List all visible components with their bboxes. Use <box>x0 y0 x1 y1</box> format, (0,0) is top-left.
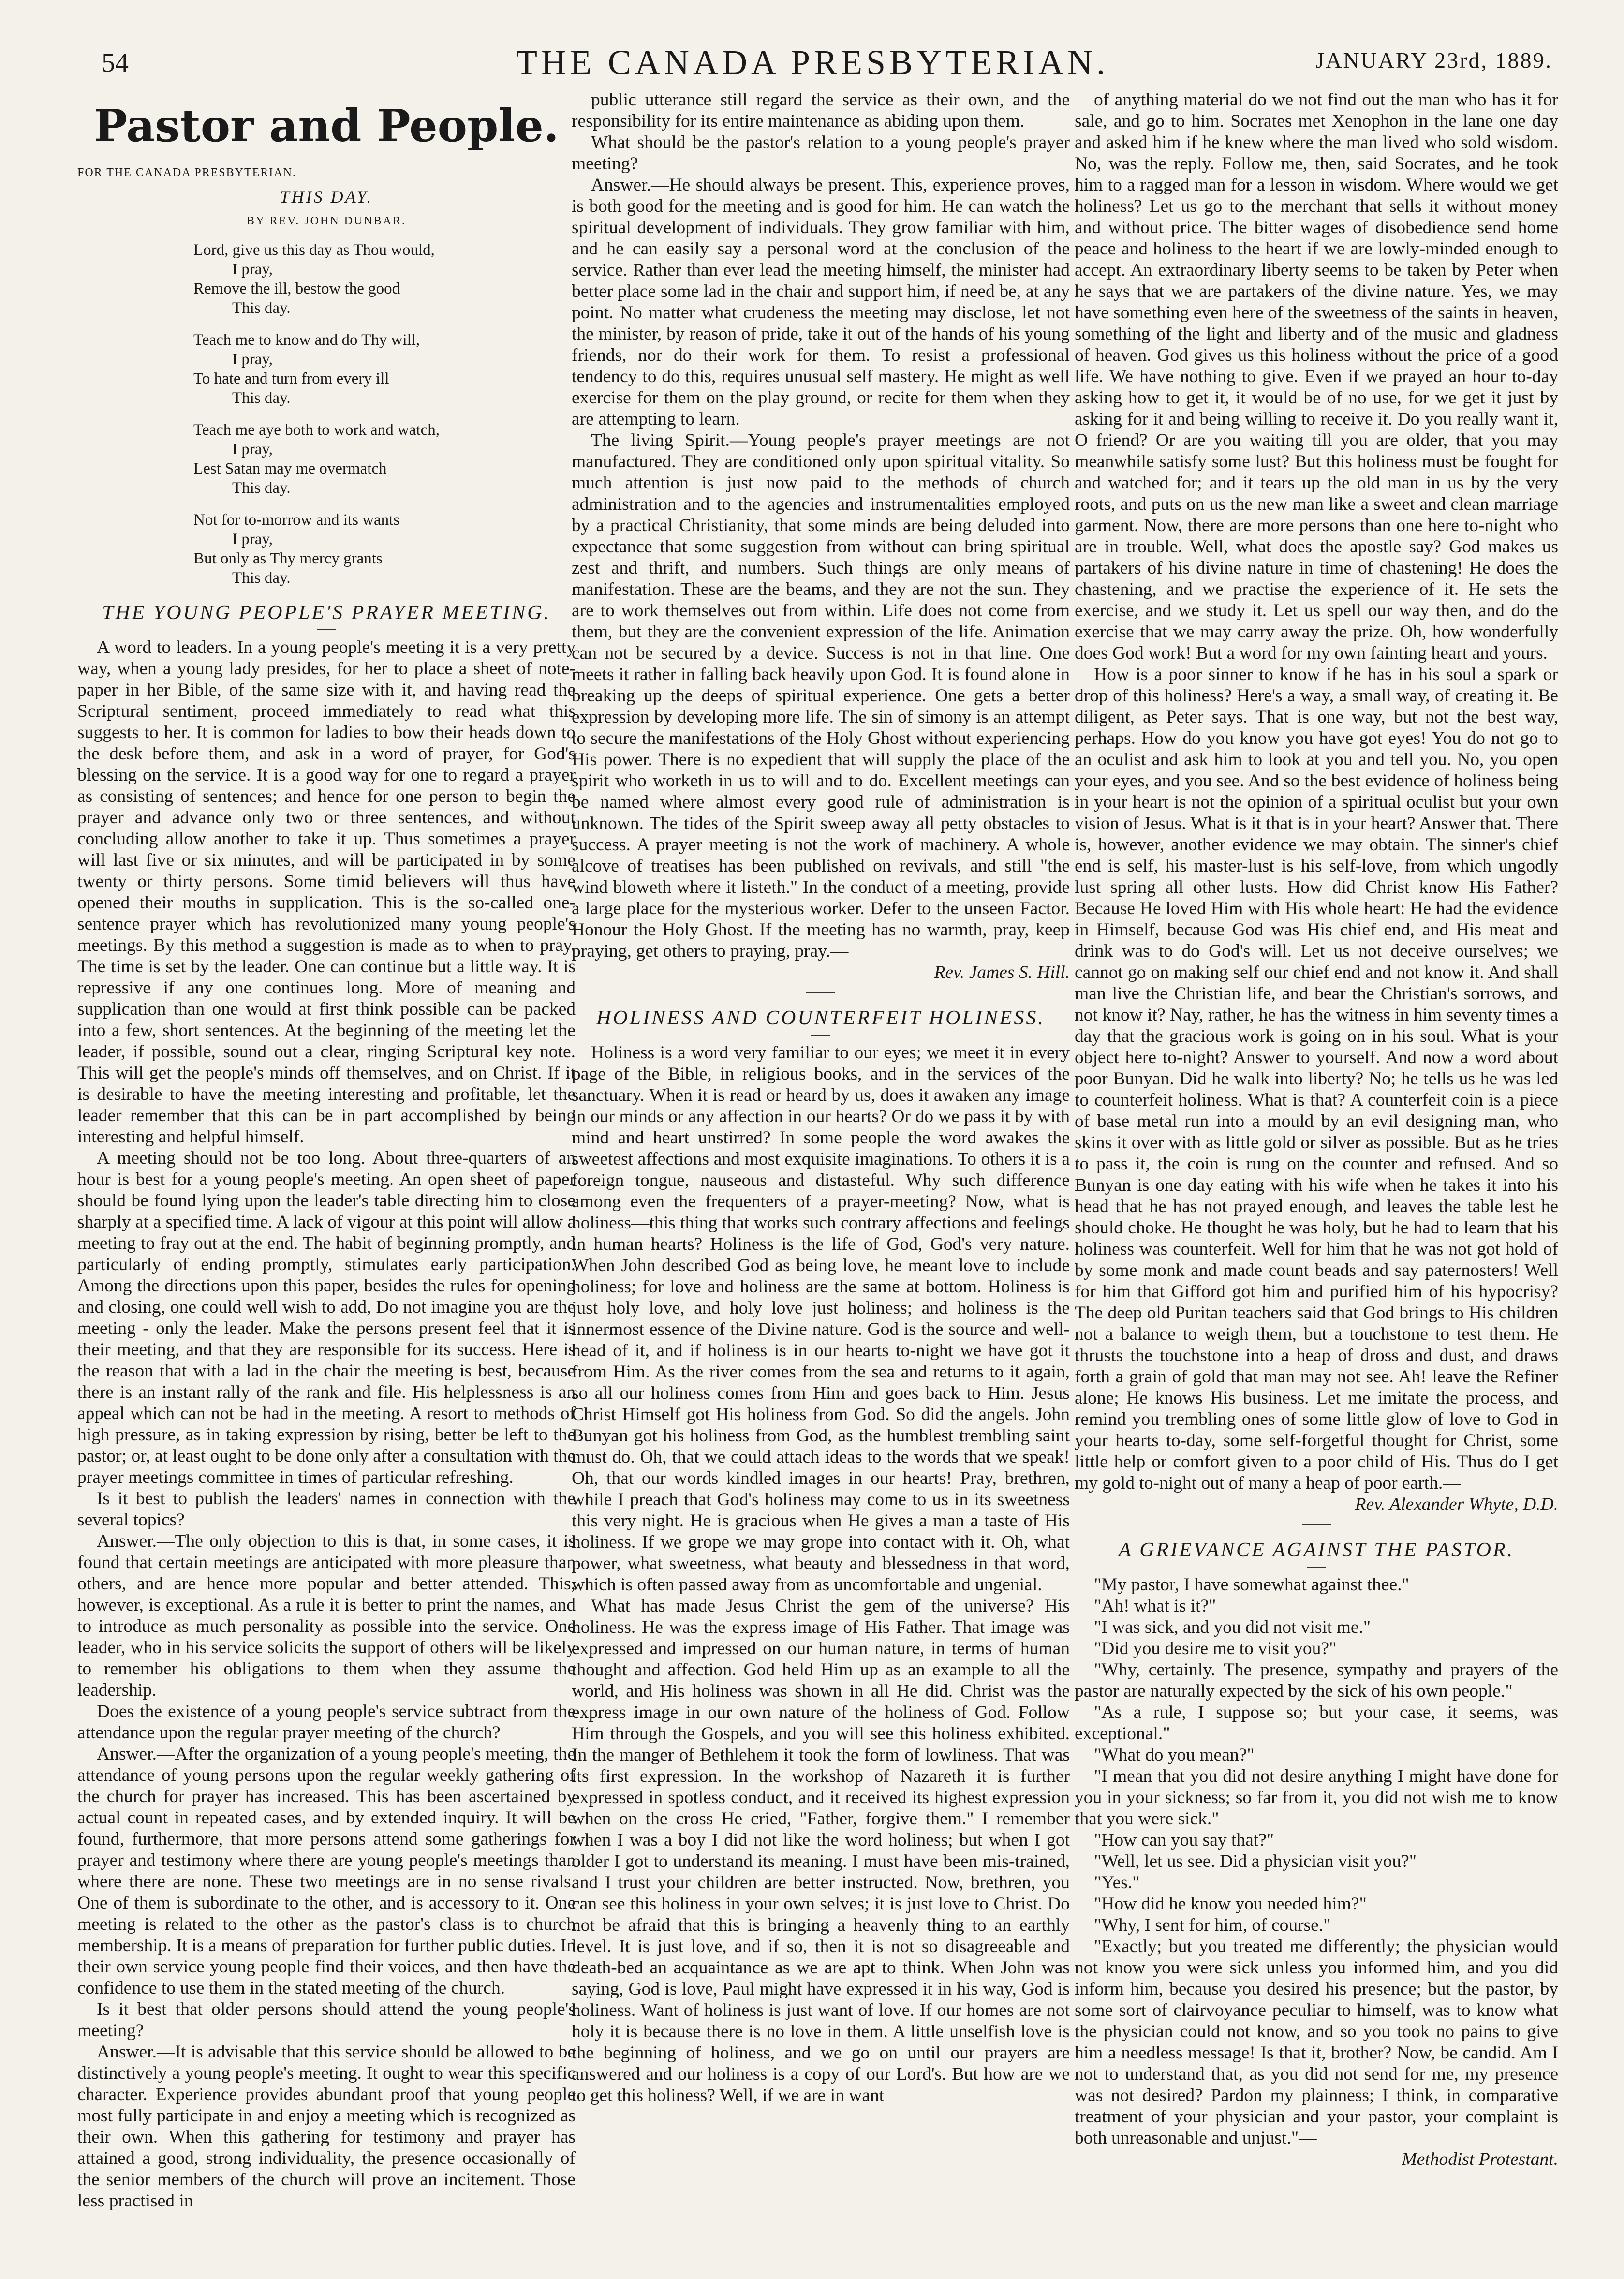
article-attribution: Methodist Protestant. <box>1402 2149 1558 2169</box>
poem-body <box>77 240 576 588</box>
paragraph: "How can you say that?" <box>1094 1830 1274 1850</box>
poem-stanza <box>193 510 576 588</box>
paragraph: "How did he know you needed him?" <box>1094 1894 1367 1914</box>
article-attribution-line <box>572 962 1070 983</box>
poem-line: I pray, <box>232 351 273 368</box>
article-attribution: Rev. Alexander Whyte, D.D. <box>1355 1495 1558 1514</box>
poem-line: Teach me aye both to work and watch, <box>193 421 440 439</box>
article-title: A GRIEVANCE AGAINST THE PASTOR. <box>1118 1539 1515 1561</box>
paragraph: "Exactly; but you treated me differently; the physician would not know you were sick unless you informed him, and you did inform him, because you desired his presence; but the pastor, by some sort of clairvoyance peculiar to himself, was to know what the physician could not know, and so you took no pains to give him a needless message! Is that it, brother? Now, be candid. Am I not to understand that, as you did not send for me, my presence was not desired? Pardon my plainness; I think, in comparative treatment of your physician and your pastor, your complaint is both unreasonable and unjust."— <box>1075 1937 1558 2148</box>
paragraph: Answer.—After the organization of a young people's meeting, the attendance of young persons upon the regular weekly gathering of the church for prayer has increased. This has been ascertained by actual count in repeated cases, and by extended inquiry. It will be found, furthermore, that more persons attend some gatherings for prayer and testimony where there are young people's meetings than where there are none. These two meetings are in no sense rivals. One of them is subordinate to the other, and is accessory to it. One meeting is related to the other as the pastor's class is to church membership. It is a means of preparation for further public duties. In their own service young people find their voices, and then have the confidence to use them in the stated meeting of the church. <box>77 1744 576 1998</box>
poem-line: Not for to-morrow and its wants <box>193 511 400 529</box>
section-divider <box>1302 1524 1331 1525</box>
poem-line: But only as Thy mercy grants <box>193 550 383 567</box>
poem-line: This day. <box>232 479 291 497</box>
poem-stanza <box>193 420 576 498</box>
poem-line: I pray, <box>232 261 273 278</box>
paragraph: The living Spirit.—Young people's prayer meetings are not manufactured. They are conditioned only upon spiritual vitality. So much attention is just now paid to the methods of church administration and to the agencies and instrumentalities employed by a practical Christianity, that some minds are being deluded into expectance that some suggestion from without can bring spiritual zest and thrift, and numbers. Such things are only means of manifestation. These are the beams, and they are not the sun. They are to work themselves out from within. Life does not come from them, but they are the convenient expression of the life. Animation can not be secured by a device. Success is not in that line. One meets it rather in falling back heavily upon God. It is found alone in breaking up the deeps of spiritual experience. One gets a better expression by developing more life. The sin of simony is an attempt to secure the manifestations of the Holy Ghost without experiencing His power. There is no expedient that will supply the place of the spirit who worketh in us to will and to do. Excellent meetings can be named where almost every good rule of administration is unknown. The tides of the Spirit sweep away all petty obstacles to success. A prayer meeting is not the work of machinery. A whole alcove of treatises has been published on revivals, and still "the wind bloweth where it listeth." In the conduct of a meeting, provide a large place for the mysterious worker. Defer to the unseen Factor. Honour the Holy Ghost. If the meeting has no warmth, pray, keep praying, get others to praying, pray.— <box>572 430 1070 961</box>
poem-line: Teach me to know and do Thy will, <box>193 331 420 349</box>
paragraph: Is it best to publish the leaders' names in connection with the several topics? <box>77 1489 576 1530</box>
poem-line: Lest Satan may me overmatch <box>193 460 387 477</box>
poem-byline: BY REV. JOHN DUNBAR. <box>246 215 407 227</box>
paragraph: "Well, let us see. Did a physician visit you?" <box>1094 1851 1417 1871</box>
poem-stanza <box>193 330 576 408</box>
issue-date: JANUARY 23rd, 1889. <box>1315 48 1552 73</box>
title-rule <box>1307 1567 1326 1568</box>
article-title: HOLINESS AND COUNTERFEIT HOLINESS. <box>596 1007 1045 1029</box>
paragraph: Answer.—It is advisable that this service should be allowed to be distinctively a young people's meeting. It ought to wear this specific character. Experience provides abundant proof that young people most fully participate in and enjoy a meeting which is recognized as their own. When this gathering for testimony and prayer has attained a good, strong individuality, the presence occasionally of the senior members of the church will prove an incitement. Those less practised in <box>77 2042 576 2211</box>
column-1 <box>77 89 576 2227</box>
paragraph: "What do you mean?" <box>1094 1745 1255 1765</box>
article-title: THE YOUNG PEOPLE'S PRAYER MEETING. <box>102 602 551 624</box>
poem-line: This day. <box>232 299 291 317</box>
newspaper-title: THE CANADA PRESBYTERIAN. <box>516 43 1109 82</box>
paragraph: A word to leaders. In a young people's meeting it is a very pretty way, when a young lady presides, for her to place a sheet of note-paper in her Bible, of the same size with it, and having read the Scriptural sentiment, proceed immediately to read what this suggests to her. It is common for ladies to bow their heads down to the desk before them, and ask in a word of prayer, for God's blessing on the service. It is a good way for one to regard a prayer as consisting of sentences; and hence for one person to begin the prayer and advance only two or three sentences, and without concluding allow another to take it up. Thus sometimes a prayer will last five or six minutes, and will be participated in by some twenty or thirty persons. Some timid believers will thus have opened their mouths in supplication. This is the so-called one-sentence prayer which has revolutionized many young people's meetings. By this method a suggestion is made as to when to pray. The time is set by the leader. One can continue but a little way. It is repressive if any one continues long. More of meaning and supplication than one would at first think possible can be packed into a few, short sentences. At the beginning of the meeting let the leader, if possible, sound out a clear, ringing Scriptural key note. This will get the people's minds off themselves, and on Christ. If it is desirable to have the meeting interesting and profitable, let the leader remember that this can be in part accomplished by being interesting and helpful himself. <box>77 637 576 1147</box>
page-header <box>73 33 1552 86</box>
poem-line: I pray, <box>232 441 273 458</box>
paragraph: How is a poor sinner to know if he has in his soul a spark or drop of this holiness? Here's a way, a small way, of creating it. Be diligent, as Peter says. That is one way, but not the best way, perhaps. How do you know you have got eyes! You do not go to an oculist and ask him to look at you and tell you. No, you open your eyes, and you see. And so the best evidence of holiness being in your heart is not the opinion of a spiritual oculist but your own vision of Jesus. What is it that is in your heart? Answer that. There is, however, another evidence we may obtain. The sinner's chief end is self, his master-lust is his self-love, from which ungodly lust spring all other lusts. How did Christ know His Father? Because He loved Him with His whole heart: He had the evidence in Himself, because God was His chief end, and His meat and drink was to do God's will. Let us not deceive ourselves; we cannot go on making self our chief end and not know it. And shall man live the Christian life, and bear the Christian's sorrows, and not know it? Nay, rather, he has the witness in him seventy times a day that the gracious work is going on in his soul. What is your object here to-night? Answer to yourself. And now a word about poor Bunyan. Did he walk into liberty? No; he tells us he was led to counterfeit holiness. What is that? A counterfeit coin is a piece of base metal run into a mould by an evil designing man, who skins it over with as little gold or silver as possible. But as he tries to pass it, the coin is rung on the counter and refused. And so Bunyan is one day eating with his wife when he takes it into his head that he has not prayed enough, and leaves the table lest he should choke. He thought he was holy, but he had to learn that his holiness was counterfeit. Well for him that he was not got hold of by some monk and made count beads and say paternosters! Well for him that Gifford got him and purified him of his hypocrisy? The deep old Puritan teachers said that God brings to His children not a balance to weigh them, but a touchstone to test them. He thrusts the touchstone into a heap of dross and dust, and draws forth a grain of gold that man may not see. Ah! leave the Refiner alone; He knows His business. Let me imitate the process, and remind you trembling ones of some little glow of love to God in your hearts to-day, some self-forgetful thought for Christ, some little help or comfort given to a poor child of His. Thus do I get my gold to-night out of many a heap of poor earth.— <box>1075 665 1558 1493</box>
article-body-continued <box>1075 89 1558 1494</box>
column-2 <box>572 89 1070 2227</box>
column-3 <box>1075 89 1558 2227</box>
poem-line: I pray, <box>232 531 273 548</box>
paragraph: "My pastor, I have somewhat against thee." <box>1094 1575 1409 1595</box>
paragraph: "Did you desire me to visit you?" <box>1094 1639 1337 1658</box>
paragraph: "I mean that you did not desire anything I might have done for you in your sickness; so far from it, you did not wish me to know that you were sick." <box>1075 1766 1558 1829</box>
article-body <box>1075 1574 1558 2149</box>
article-attribution-line <box>1075 1494 1558 1515</box>
page-number: 54 <box>102 48 129 78</box>
paragraph: of anything material do we not find out the man who has it for sale, and go to him. Socrates met Xenophon in the lane one day and asked him if he knew where the man lived who sold wisdom. No, was the reply. Follow me, then, said Socrates, and he took him to a ragged man for a lesson in wisdom. Where would we get holiness? Let us go to the merchant that sells it without money and without price. The bitter wages of disobedience send home peace and holiness to the heart if we are lowly-minded enough to accept. An extraordinary liberty seems to be taken by Peter when he says that we are partakers of the divine nature. Yes, we may have something even here of the sweetness of the saints in heaven, something of the light and liberty and of the music and gladness of heaven. God gives us this holiness without the price of a good life. We have nothing to give. Even if we prayed an hour to-day asking how to get it, it would be of no use, for we get it just by asking for it and being willing to receive it. Do you really want it, O friend? Or are you waiting till you are older, that you may meanwhile satisfy some lust? But this holiness must be fought for and watched for; and it tears up the old man in us by the very roots, and puts on us the new man like a sweet and clean marriage garment. Now, there are more persons than one here to-night who are in trouble. Well, what does the apostle say? God makes us partakers of his divine nature in time of chastening! He does the chastening, and we practise the experience of it. He sets the exercise, and we study it. Let us spell our way then, and do the exercise that we may carry away the prize. Oh, how wonderfully does God work! But a word for my own fainting heart and yours. <box>1075 90 1558 663</box>
title-rule <box>317 629 336 630</box>
article-attribution: Rev. James S. Hill. <box>934 962 1070 982</box>
poem-title: THIS DAY. <box>280 187 373 207</box>
article-attribution-line <box>1075 2149 1558 2170</box>
paragraph: A meeting should not be too long. About three-quarters of an hour is best for a young people's meeting. An open sheet of paper should be found lying upon the leader's table directing him to close sharply at a specified time. A lack of vigour at this point will allow a meeting to fray out at the end. The habit of beginning promptly, and particularly of ending promptly, stimulates early participation. Among the directions upon this paper, besides the rules for opening and closing, one could well wish to add, Do not imagine you are the meeting - only the leader. Make the persons present feel that it is their meeting, and that they are responsible for its success. Here is the reason that with a lad in the chair the meeting is best, because there is an instant rally of the rank and file. His helplessness is an appeal which can not be had in the meeting. A resort to methods of high pressure, as in taking expression by rising, better be left to the pastor; or, at least ought to be done only after a consultation with the prayer meetings committee in times of particular refreshing. <box>77 1148 576 1487</box>
paragraph: Is it best that older persons should attend the young people's meeting? <box>77 1999 576 2041</box>
paragraph: "Why, I sent for him, of course." <box>1094 1915 1331 1935</box>
article-body <box>77 637 576 2212</box>
title-rule <box>811 1035 830 1036</box>
poem-line: To hate and turn from every ill <box>193 370 389 387</box>
poem-source-label: FOR THE CANADA PRESBYTERIAN. <box>77 166 296 179</box>
article-body <box>572 1042 1070 2106</box>
section-title: Pastor and People. <box>94 100 559 152</box>
poem-line: Lord, give us this day as Thou would, <box>193 241 435 259</box>
poem-line: This day. <box>232 389 291 407</box>
article-body-continued <box>572 89 1070 962</box>
paragraph: "Yes." <box>1094 1873 1140 1893</box>
paragraph: What has made Jesus Christ the gem of the universe? His holiness. He was the express image of His Father. That image was expressed and impressed on our human nature, in terms of human thought and affection. God held Him up as an example to all the world, and His holiness was shown in all He did. Christ was the express image in our own nature of the holiness of God. Follow Him through the Gospels, and you will see this holiness exhibited. In the manger of Bethlehem it took the form of lowliness. That was its first expression. In the workshop of Nazareth it is further expressed in spotless conduct, and it received its highest expression when on the cross He cried, "Father, forgive them." I remember when I was a boy I did not like the word holiness; but when I got older I got to understand its meaning. I must have been mis-trained, and I trust your children are better instructed. Now, brethren, you can see this holiness in your own selves; it is just love to Christ. Do not be afraid that this is bringing a heavenly thing to an earthly level. It is just love, and if so, then it is not so disagreeable and death-bed an acquaintance as we are apt to think. When John was saying, God is love, Paul might have expressed it in his way, God is holiness. Want of holiness is just want of love. If our homes are not holy it is because there is no love in them. A little unselfish love is the beginning of holiness, and we go on until our prayers are answered and our holiness is a copy of our Lord's. But how are we to get this holiness? Well, if we are in want <box>572 1596 1070 2105</box>
paragraph: "I was sick, and you did not visit me." <box>1094 1617 1371 1637</box>
paragraph: "As a rule, I suppose so; but your case, it seems, was exceptional." <box>1075 1702 1558 1744</box>
paragraph: Does the existence of a young people's service subtract from the attendance upon the regular prayer meeting of the church? <box>77 1702 576 1743</box>
paragraph: public utterance still regard the service as their own, and the responsibility for its entire maintenance as abiding upon them. <box>572 90 1070 131</box>
paragraph: "Why, certainly. The presence, sympathy and prayers of the pastor are naturally expected by the sick of his own people." <box>1075 1660 1558 1701</box>
paragraph: "Ah! what is it?" <box>1094 1596 1216 1616</box>
paragraph: Answer.—The only objection to this is that, in some cases, it is found that certain meetings are anticipated with more pleasure than others, and are hence more popular and better attended. This, however, is exceptional. As a rule it is better to print the names, and to introduce as much personality as possible into the service. One leader, who in his service solicits the support of others will be likely to remember his obligations to them when they assume the leadership. <box>77 1531 576 1700</box>
paragraph: Answer.—He should always be present. This, experience proves, is both good for the meeting and is good for him. He can watch the spiritual development of individuals. They grow familiar with him, and he can easily say a personal word at the conclusion of the service. Rather than ever lead the meeting himself, the minister had better place some lad in the chair and support him, if need be, at any point. No matter what crudeness the meeting may disclose, let not the minister, by reason of pride, take it out of the hands of his young friends, nor do their work for them. To resist a professional tendency to do this, requires unusual self mastery. He might as well exercise for them on the play ground, or recite for them when they are attempting to learn. <box>572 175 1070 429</box>
poem-line: This day. <box>232 569 291 587</box>
poem-stanza <box>193 240 576 318</box>
section-divider <box>806 992 835 993</box>
poem-line: Remove the ill, bestow the good <box>193 280 400 297</box>
paragraph: What should be the pastor's relation to a young people's prayer meeting? <box>572 133 1070 174</box>
paragraph: Holiness is a word very familiar to our eyes; we meet it in every page of the Bible, in religious books, and in the services of the sanctuary. When it is read or heard by us, does it awaken any image in our minds or any affection in our hearts? Or do we pass it by with mind and heart unstirred? In some people the word awakes the sweetest affections and most exquisite imaginations. To others it is a foreign tongue, nauseous and distasteful. Why such difference among even the frequenters of a prayer-meeting? Now, what is holiness—this thing that works such contrary affections and feelings in human hearts? Holiness is the life of God, God's very nature. When John described God as being love, he meant love to include holiness; for love and holiness are the same at bottom. Holiness is just holy love, and holy love just holiness; and holiness is the innermost essence of the Divine nature. God is the source and well-head of it, and if holiness is in our hearts to-night we have got it from Him. As the river comes from the sea and returns to it again, so all our holiness comes from Him and goes back to Him. Jesus Christ Himself got His holiness from God. So did the angels. John Bunyan got his holiness from God, as the humblest trembling saint must do. Oh, that we could attach ideas to the words that we speak! Oh, that our words kindled images in our hearts! Pray, brethren, while I preach that God's holiness may come to us in its sweetness this very night. He is gracious when He gives a man a taste of His holiness. If we grope we may grope into contact with it. Oh, what power, what sweetness, what beauty and blessedness in that word, which is often passed away from as uncomfortable and ungenial. <box>572 1043 1070 1595</box>
